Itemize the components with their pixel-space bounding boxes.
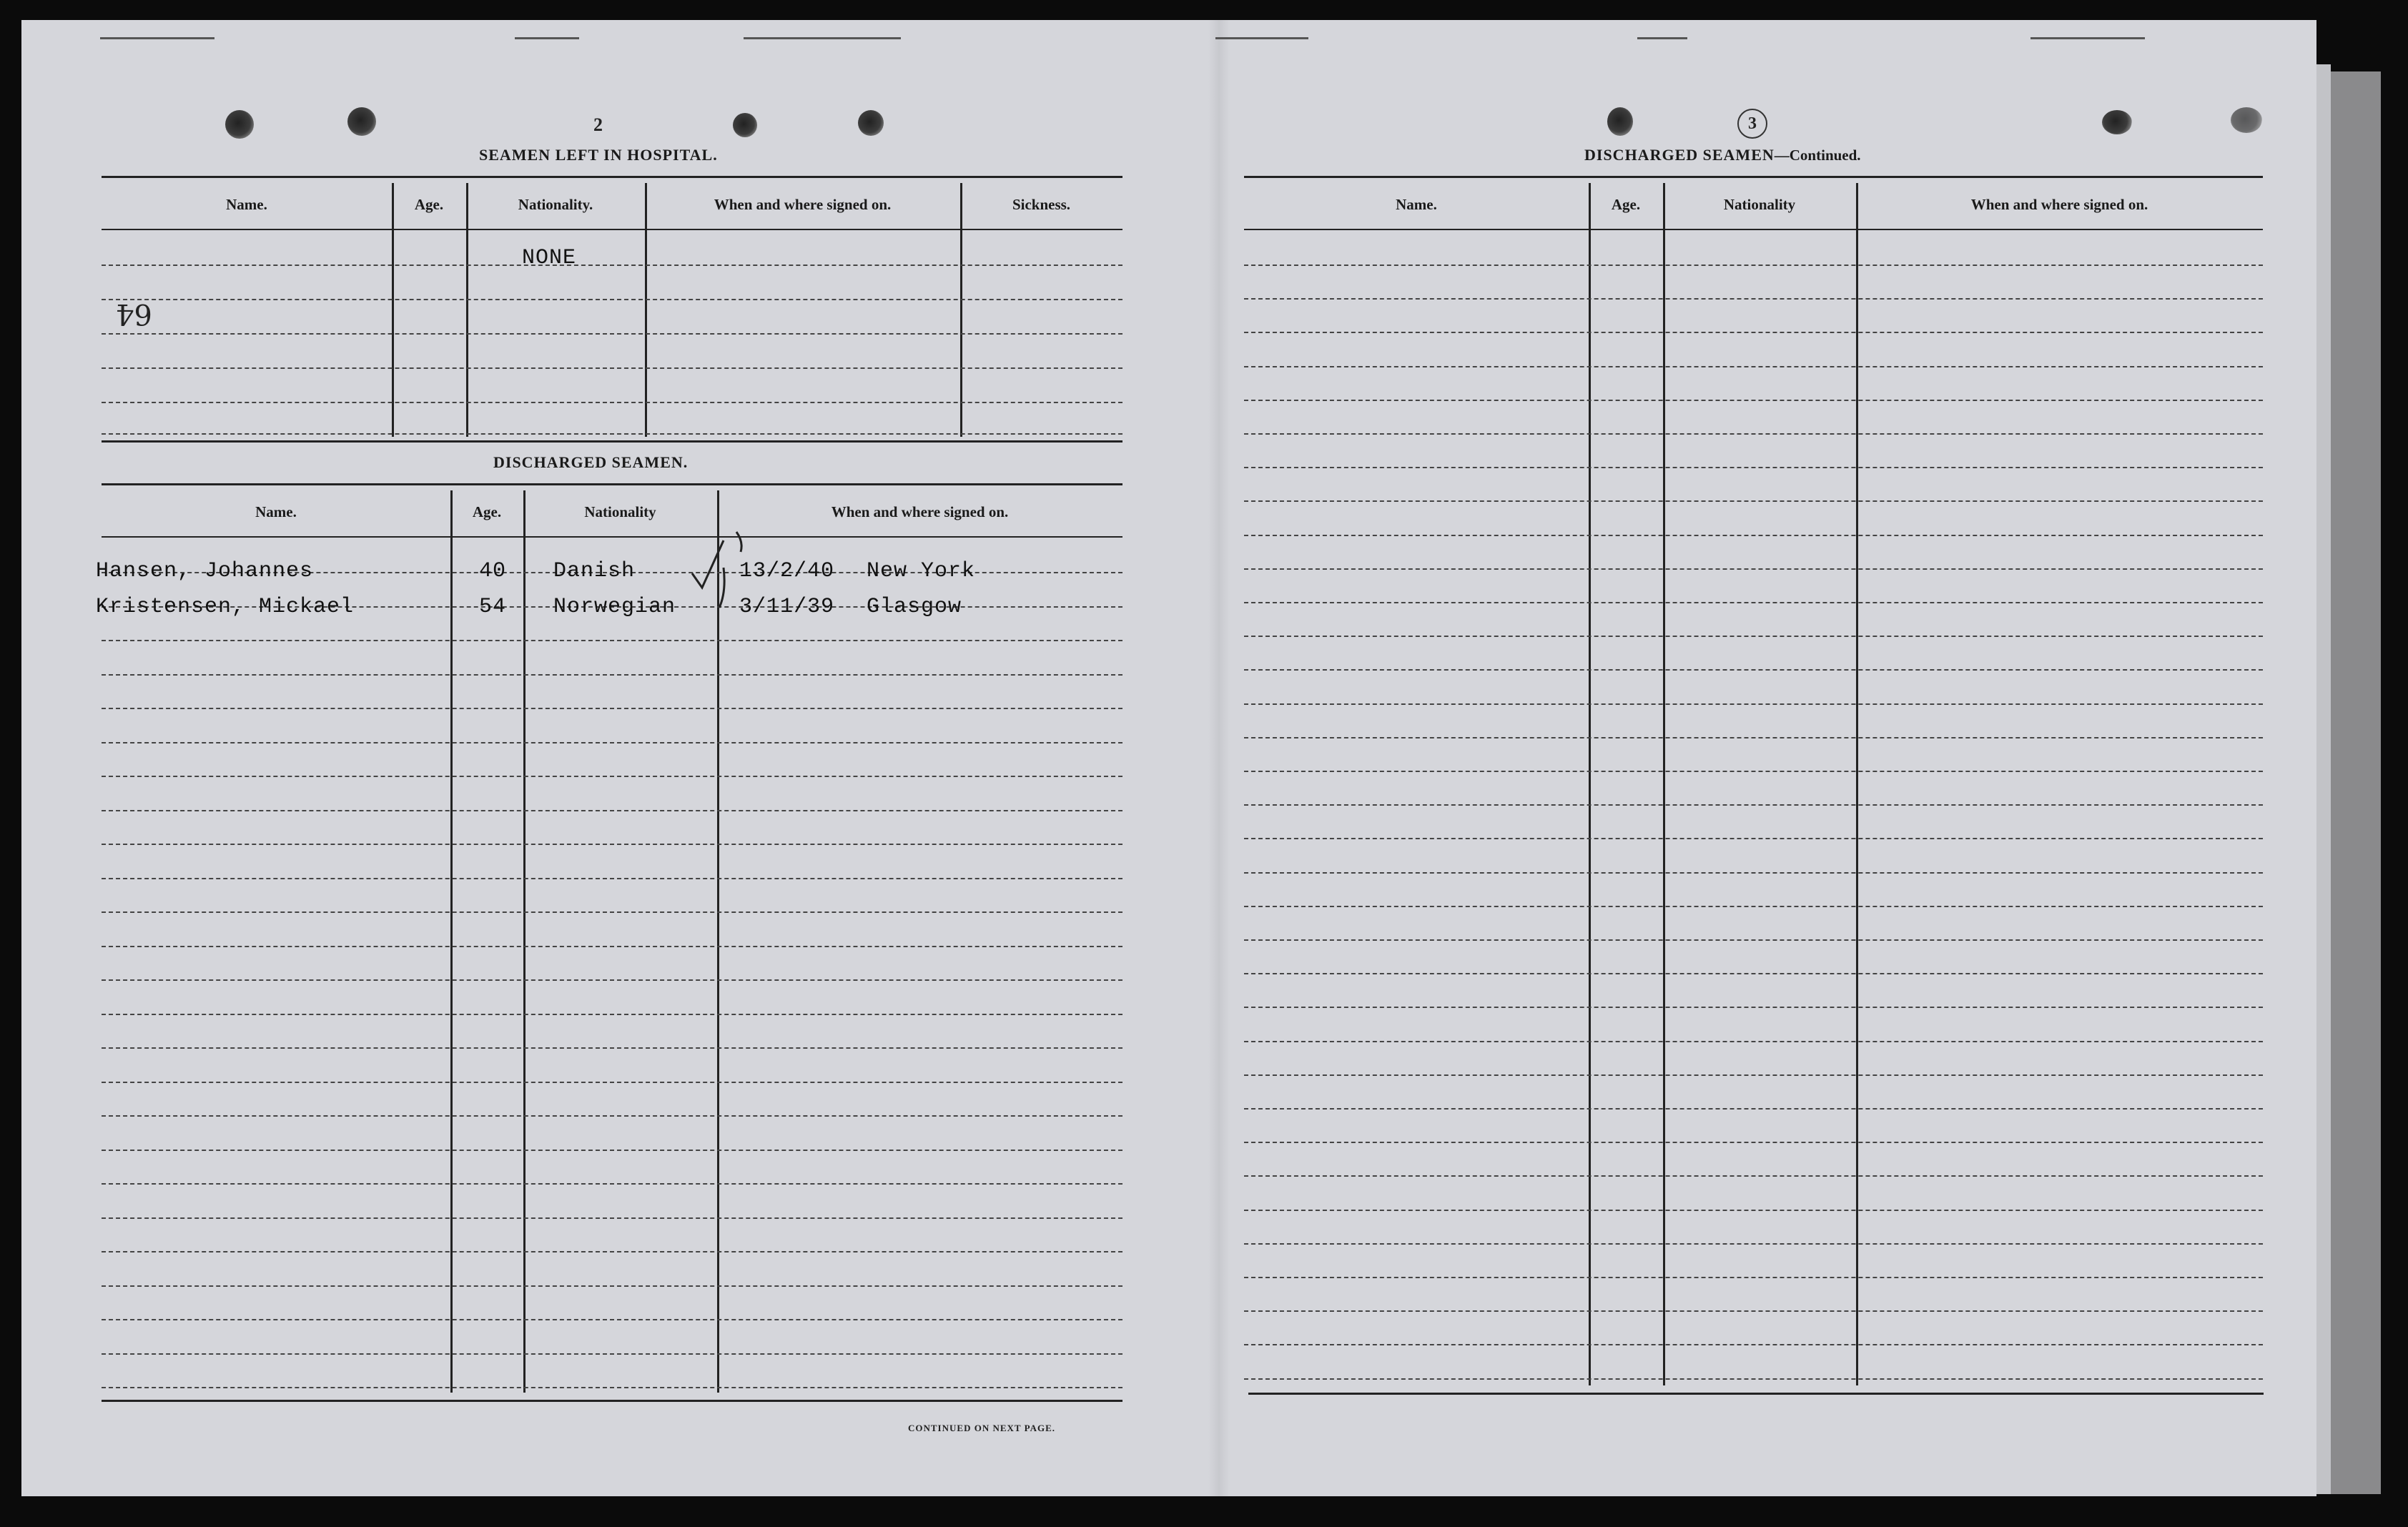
ruled-line [102,979,1122,981]
right-section-title [1584,146,1861,164]
ruled-line [102,1319,1122,1320]
ruled-line [102,878,1122,879]
hospital-col-sickness: Sickness. [1012,196,1071,213]
ruled-line [102,640,1122,641]
ruled-line [102,742,1122,743]
ruled-line [102,1285,1122,1287]
ruled-line [1244,467,2263,468]
right-col-signed-on: When and where signed on. [1970,196,2148,213]
ruled-line [1244,838,2263,839]
ruled-line [102,844,1122,845]
ruled-line [1244,636,2263,637]
ruled-line [1244,366,2263,367]
row-date: 3/11/39 [739,595,835,619]
hospital-table-bottom-rule [102,440,1122,443]
top-bleed-marks [100,34,2245,44]
ruled-line [102,1353,1122,1355]
continued-footer: CONTINUED ON NEXT PAGE. [908,1423,1055,1433]
ruled-line [1244,1210,2263,1211]
ruled-line [1244,332,2263,333]
ruled-line [1244,400,2263,401]
ruled-line [1244,973,2263,974]
discharged-col-name: Name. [255,503,297,520]
discharged-section-title: DISCHARGED SEAMEN. [493,453,689,471]
ruled-line [102,674,1122,676]
row-name: Kristensen, Mickael [96,595,355,619]
ruled-line [102,1183,1122,1185]
punch-hole-icon [1607,107,1633,136]
ruled-line [1244,669,2263,671]
punch-hole-icon [733,113,757,137]
ruled-line [1244,906,2263,907]
row-name: Hansen, Johannes [96,559,314,583]
right-table-bottom-rule [1248,1393,2264,1395]
ruled-line [102,1047,1122,1049]
row-date: 13/2/40 [739,559,835,583]
ruled-line [102,1217,1122,1219]
discharged-col-divider [523,490,525,1393]
punch-hole-icon [2231,107,2262,133]
right-col-divider [1856,183,1858,1385]
ruled-line [1244,1344,2263,1345]
hospital-table-head-rule [102,229,1122,230]
ruled-line [102,911,1122,913]
ruled-line [1244,804,2263,806]
right-col-age: Age. [1611,196,1641,213]
ruled-line [1244,298,2263,300]
ruled-line [1244,1041,2263,1042]
center-fold [1208,20,1230,1496]
ruled-line [1244,737,2263,738]
margin-mark: 64 [116,297,152,330]
ruled-line [1244,1142,2263,1143]
hospital-none-entry: NONE [522,246,577,270]
ruled-line [102,1014,1122,1015]
row-place: Glasgow [867,595,962,619]
ruled-line [1244,1007,2263,1008]
hospital-col-divider [645,183,647,437]
hospital-col-age: Age. [414,196,444,213]
hospital-col-divider [466,183,468,437]
ruled-line [102,1115,1122,1117]
ruled-line [1244,1108,2263,1110]
right-col-divider [1589,183,1591,1385]
ruled-line [1244,1175,2263,1177]
right-table-head-rule [1244,229,2263,230]
ruled-line [1244,500,2263,502]
ruled-line [102,810,1122,811]
ruled-line [1244,265,2263,266]
ruled-line [102,1251,1122,1252]
row-nationality: Danish [553,559,636,583]
hospital-table-top-rule [102,176,1122,178]
hospital-col-divider [392,183,394,437]
right-title-suffix: —Continued. [1774,147,1861,164]
discharged-table-head-rule [102,536,1122,538]
ruled-line [1244,602,2263,603]
ruled-line [102,776,1122,777]
ruled-line [1244,1310,2263,1312]
row-place: New York [867,559,976,583]
document-sheet [21,20,2316,1496]
hospital-col-nationality: Nationality. [518,196,593,213]
right-col-name: Name. [1396,196,1437,213]
check-mark-icon [686,513,772,621]
ruled-line [1244,872,2263,874]
ruled-line [1244,1277,2263,1278]
ruled-line [1244,433,2263,435]
discharged-col-signed-on: When and where signed on. [831,503,1009,520]
row-nationality: Norwegian [553,595,676,619]
discharged-col-nationality: Nationality [584,503,656,520]
hospital-col-name: Name. [226,196,267,213]
ruled-line [102,1387,1122,1388]
hospital-col-signed-on: When and where signed on. [714,196,892,213]
right-title-main: DISCHARGED SEAMEN [1584,146,1775,164]
ruled-line [102,1082,1122,1083]
right-col-nationality: Nationality [1723,196,1796,213]
right-table-top-rule [1244,176,2263,178]
row-age: 40 [479,559,507,583]
punch-hole-icon [225,110,254,139]
ruled-line [1244,939,2263,941]
ruled-line [102,1150,1122,1151]
ruled-line [102,946,1122,947]
hospital-section-title: SEAMEN LEFT IN HOSPITAL. [479,146,718,164]
ruled-line [1244,1378,2263,1380]
punch-hole-icon [2102,110,2132,134]
discharged-col-divider [717,490,719,1393]
right-col-divider [1663,183,1665,1385]
row-age: 54 [479,595,507,619]
page-number-right: 3 [1737,109,1767,139]
ruled-line [1244,1074,2263,1076]
ruled-line [1244,535,2263,536]
discharged-col-age: Age. [472,503,502,520]
ruled-line [102,708,1122,709]
ruled-line [1244,771,2263,772]
ruled-line [1244,703,2263,705]
discharged-table-top-rule [102,483,1122,485]
punch-hole-icon [858,110,884,136]
punch-hole-icon [347,107,376,136]
hospital-col-divider [960,183,962,437]
page-number-left: 2 [593,114,603,135]
ruled-line [1244,1243,2263,1245]
ruled-line [1244,568,2263,570]
discharged-table-bottom-rule [102,1400,1122,1402]
discharged-col-divider [450,490,453,1393]
